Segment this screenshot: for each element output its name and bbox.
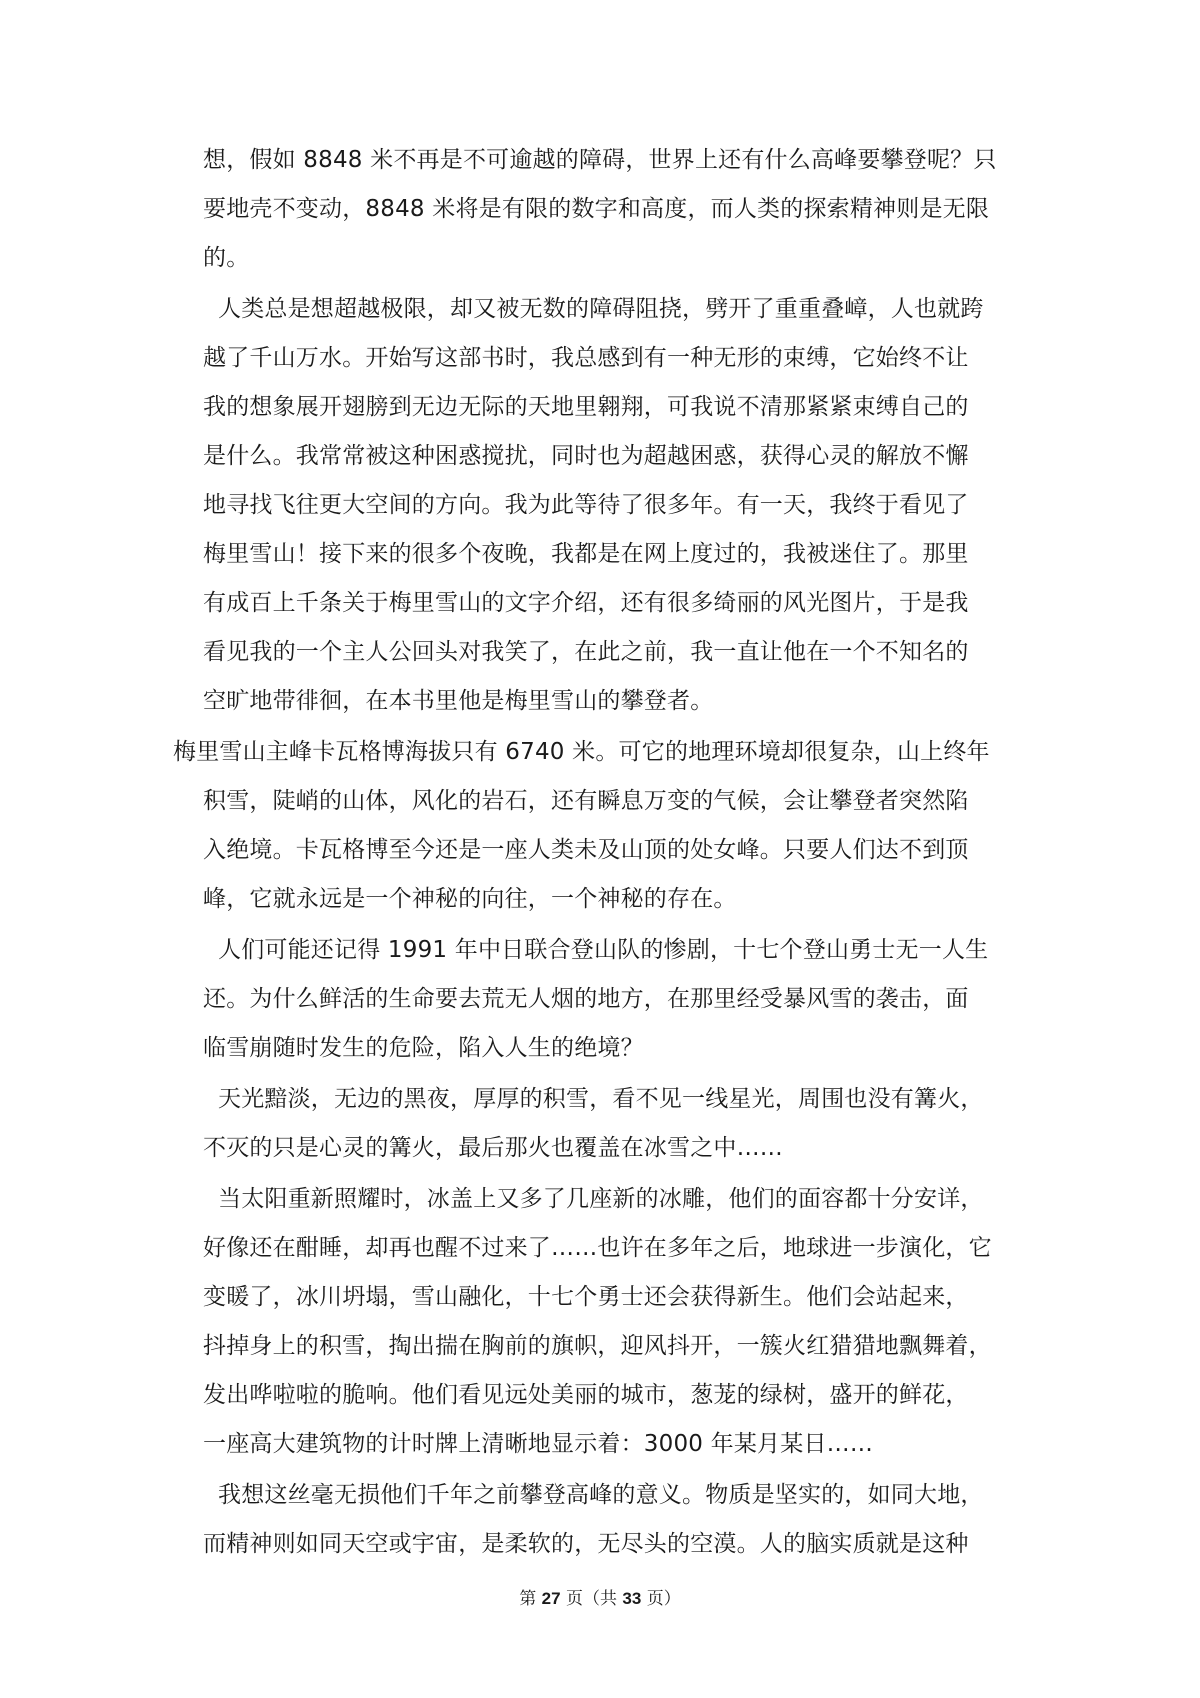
text-line: 还。为什么鲜活的生命要去荒无人烟的地方，在那里经受暴风雪的袭击，面: [203, 986, 969, 1012]
text-line: 要地壳不变动，8848 米将是有限的数字和高度，而人类的探索精神则是无限: [203, 196, 990, 222]
text-line: 入绝境。卡瓦格博至今还是一座人类未及山顶的处女峰。只要人们达不到顶: [203, 837, 969, 863]
text-line: 地寻找飞往更大空间的方向。我为此等待了很多年。有一天，我终于看见了: [203, 492, 969, 518]
text-line: 峰，它就永远是一个神秘的向往，一个神秘的存在。: [203, 886, 737, 912]
page-number-footer: [0, 1588, 1200, 1610]
text-line: 人们可能还记得 1991 年中日联合登山队的惨剧，十七个登山勇士无一人生: [218, 937, 989, 963]
text-line: 当太阳重新照耀时，冰盖上又多了几座新的冰雕，他们的面容都十分安详，: [218, 1186, 984, 1212]
text-line: 越了千山万水。开始写这部书时，我总感到有一种无形的束缚，它始终不让: [203, 345, 969, 371]
text-line: 不灭的只是心灵的篝火，最后那火也覆盖在冰雪之中……: [203, 1135, 783, 1161]
text-line: 天光黯淡，无边的黑夜，厚厚的积雪，看不见一线星光，周围也没有篝火，: [218, 1086, 984, 1112]
text-line: 人类总是想超越极限，却又被无数的障碍阻挠，劈开了重重叠嶂，人也就跨: [218, 296, 984, 322]
text-line: 积雪，陡峭的山体，风化的岩石，还有瞬息万变的气候，会让攀登者突然陷: [203, 788, 969, 814]
text-line: 而精神则如同天空或宇宙，是柔软的，无尽头的空漠。人的脑实质就是这种: [203, 1531, 969, 1557]
current-page-number: 27: [541, 1589, 561, 1608]
text-line: 我想这丝毫无损他们千年之前攀登高峰的意义。物质是坚实的，如同大地，: [218, 1482, 984, 1508]
text-line: 临雪崩随时发生的危险，陷入人生的绝境？: [203, 1035, 644, 1061]
text-line: 看见我的一个主人公回头对我笑了，在此之前，我一直让他在一个不知名的: [203, 639, 969, 665]
text-line: 想，假如 8848 米不再是不可逾越的障碍，世界上还有什么高峰要攀登呢？只: [203, 147, 997, 173]
text-line: 我的想象展开翅膀到无边无际的天地里翱翔，可我说不清那紧紧束缚自己的: [203, 394, 969, 420]
text-line: 是什么。我常常被这种困惑搅扰，同时也为超越困惑，获得心灵的解放不懈: [203, 443, 969, 469]
text-line: 的。: [203, 245, 250, 271]
text-line: 好像还在酣睡，却再也醒不过来了……也许在多年之后，地球进一步演化，它: [203, 1235, 992, 1261]
footer-middle: 页（共: [566, 1589, 617, 1609]
text-line: 有成百上千条关于梅里雪山的文字介绍，还有很多绮丽的风光图片，于是我: [203, 590, 969, 616]
footer-prefix: 第: [519, 1589, 537, 1609]
text-line: 空旷地带徘徊，在本书里他是梅里雪山的攀登者。: [203, 688, 714, 714]
footer-suffix: 页）: [646, 1589, 681, 1609]
text-line: 梅里雪山！接下来的很多个夜晚，我都是在网上度过的，我被迷住了。那里: [203, 541, 969, 567]
text-line: 抖掉身上的积雪，掏出揣在胸前的旗帜，迎风抖开，一簇火红猎猎地飘舞着，: [203, 1333, 992, 1359]
text-line: 发出哗啦啦的脆响。他们看见远处美丽的城市，葱茏的绿树，盛开的鲜花，: [203, 1382, 969, 1408]
total-page-count: 33: [622, 1589, 642, 1608]
text-line: 一座高大建筑物的计时牌上清晰地显示着：3000 年某月某日……: [203, 1431, 874, 1457]
text-line: 梅里雪山主峰卡瓦格博海拔只有 6740 米。可它的地理环境却很复杂，山上终年: [173, 739, 990, 765]
text-line: 变暖了，冰川坍塌，雪山融化，十七个勇士还会获得新生。他们会站起来，: [203, 1284, 969, 1310]
